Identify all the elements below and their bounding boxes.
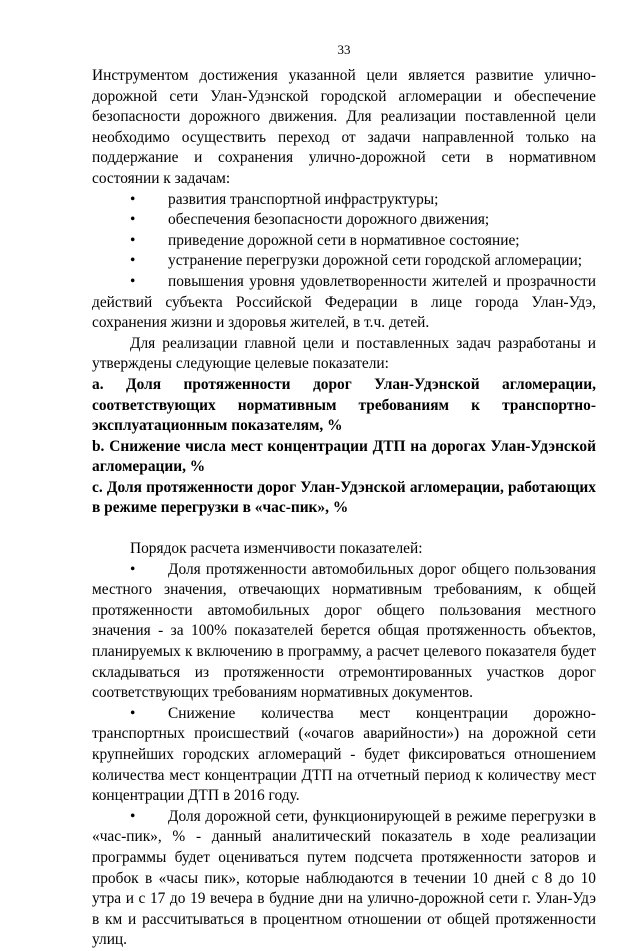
bullet-icon: • [130, 704, 136, 722]
list-item: • развития транспортной инфраструктуры; [92, 190, 596, 211]
list-item: • Доля дорожной сети, функционирующей в режиме перегрузки в «час-пик», % - данный аналитический показатель в ходе реализации программы будет оцениваться путем подсчета протяженности заторов и пробок в «часы пик», которые наблюдаются в течении 10 дней с 8 до 10 утра и с 17 до 19 вечера в будние дни на улично-дорожной сети г. Улан-Удэ в км и рассчитываться в процентном отношении от общей протяженности улиц. [92, 807, 596, 949]
bullet-icon: • [130, 211, 136, 229]
targets-intro: Для реализации главной цели и поставленных задач разработаны и утверждены следующие целевые показатели: [92, 334, 596, 373]
list-item: • Доля протяженности автомобильных дорог общего пользования местного значения, отвечающих нормативным требованиям, к общей протяженности автомобильных дорог общего пользования местного значения - за 100% показателей берется общая протяженность объектов, планируемых к включению в программу, а расчет целевого показателя будет складываться из протяженности отремонтированных участков дорог соответствующих требованиям нормативных документов. [92, 560, 596, 702]
bullet-icon: • [130, 272, 136, 290]
list-item: • Снижение количества мест концентрации дорожно-транспортных происшествий («очагов аварийности») на дорожной сети крупнейших городских агломераций - будет фиксироваться отношением количества мест концентрации ДТП на отчетный период к количеству мест концентрации ДТП в 2016 году. [92, 704, 596, 805]
calc-heading: Порядок расчета изменчивости показателей: [130, 540, 423, 558]
bullet-icon: • [130, 190, 136, 208]
bullet-icon: • [130, 252, 136, 270]
intro-paragraph: Инструментом достижения указанной цели является развитие улично-дорожной сети Улан-Удэнской городской агломерации и обеспечение безопасности дорожного движения. Для реализации поставленной цели необходимо осуществить переход от задачи направленной только на поддержание и сохранения улично-дорожной сети в нормативном состоянии к задачам: [92, 67, 596, 187]
bullet-icon: • [130, 231, 136, 249]
bullet-icon: • [130, 807, 136, 825]
list-item: • устранение перегрузки дорожной сети городской агломерации; [92, 251, 596, 272]
target-c: c. Доля протяженности дорог Улан-Удэнской агломерации, работающих в режиме перегрузки в «час-пик», % [92, 478, 596, 517]
document-page [92, 0, 596, 951]
page-number: 33 [337, 42, 351, 57]
bullet-icon: • [130, 560, 136, 578]
list-item: • приведение дорожной сети в нормативное состояние; [92, 231, 596, 252]
list-item: • повышения уровня удовлетворенности жителей и прозрачности действий субъекта Российской Федерации в лице города Улан-Удэ, сохранения жизни и здоровья жителей, в т.ч. детей. [92, 272, 596, 332]
target-b: b. Снижение числа мест концентрации ДТП на дорогах Улан-Удэнской агломерации, % [92, 437, 596, 476]
target-a: a. Доля протяженности дорог Улан-Удэнской агломерации, соответствующих нормативным требованиям к транспортно-эксплуатационным показателям, % [92, 375, 596, 435]
list-item: • обеспечения безопасности дорожного движения; [92, 210, 596, 231]
